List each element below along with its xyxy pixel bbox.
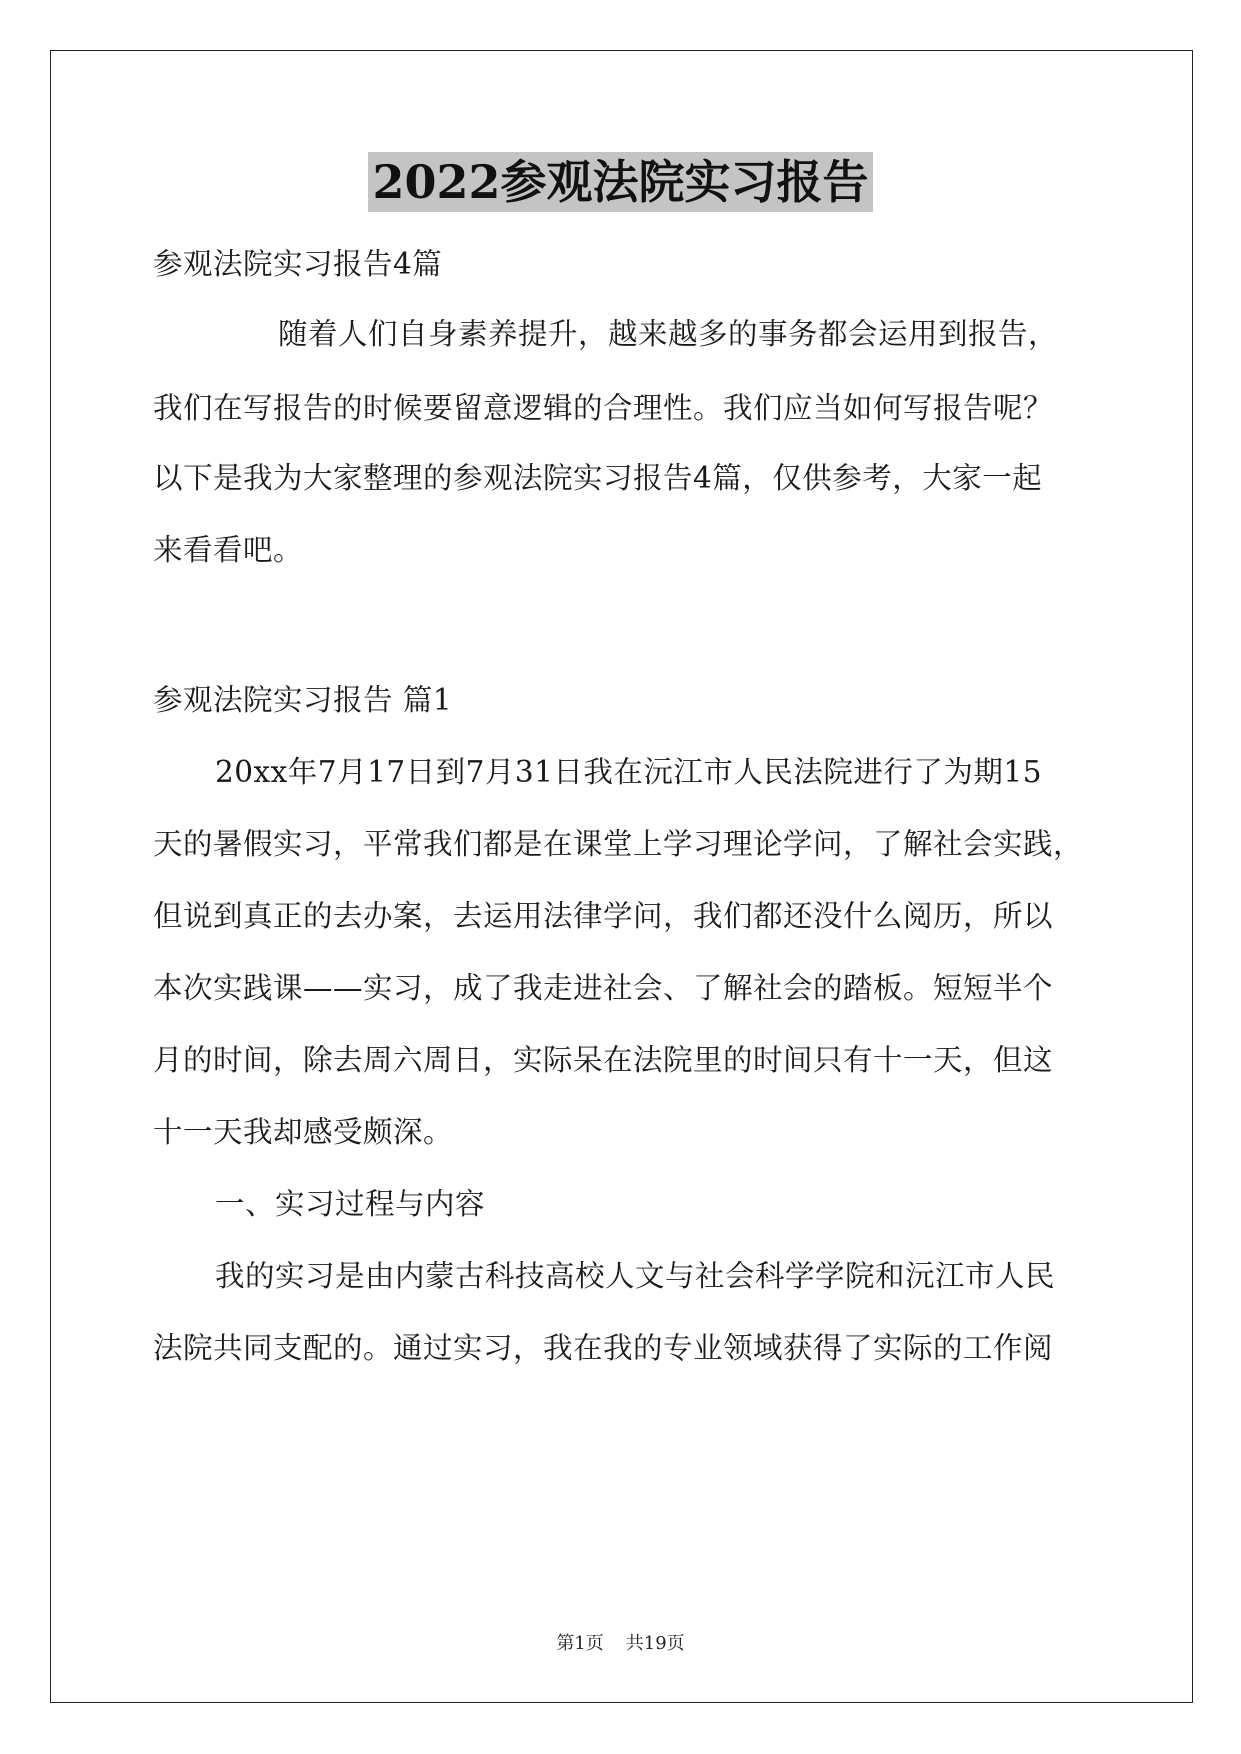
page-number: 第1页 [556,1633,604,1654]
paragraph-line: 十一天我却感受颇深。 [153,1115,454,1149]
intro-line: 随着人们自身素养提升，越来越多的事务都会运用到报告， [278,317,1059,351]
intro-line: 来看看吧。 [153,533,304,567]
paragraph-line: 法院共同支配的。通过实习，我在我的专业领域获得了实际的工作阅 [153,1331,1054,1365]
paragraph-line: 但说到真正的去办案，去运用法律学问，我们都还没什么阅历，所以 [153,899,1054,933]
paragraph-line: 月的时间，除去周六周日，实际呆在法院里的时间只有十一天，但这 [153,1043,1054,1077]
intro-line: 以下是我为大家整理的参观法院实习报告4篇，仅供参考，大家一起 [153,461,1043,495]
document-title: 2022参观法院实习报告 [368,152,872,212]
document-subtitle: 参观法院实习报告4篇 [153,247,443,281]
subheading: 一、实习过程与内容 [215,1187,486,1221]
paragraph-line: 本次实践课——实习，成了我走进社会、了解社会的踏板。短短半个 [153,971,1054,1005]
section-heading: 参观法院实习报告 篇1 [153,683,453,717]
total-pages: 共19页 [625,1633,685,1654]
paragraph-line: 我的实习是由内蒙古科技高校人文与社会科学学院和沅江市人民 [215,1259,1056,1293]
intro-line: 我们在写报告的时候要留意逻辑的合理性。我们应当如何写报告呢？ [153,391,1054,425]
page-footer [0,1632,1241,1656]
page-border [50,50,1193,1703]
paragraph-line: 20xx年7月17日到7月31日我在沅江市人民法院进行了为期15 [215,755,1042,789]
paragraph-line: 天的暑假实习，平常我们都是在课堂上学习理论学问，了解社会实践， [153,827,1084,861]
title-wrap [0,152,1241,212]
